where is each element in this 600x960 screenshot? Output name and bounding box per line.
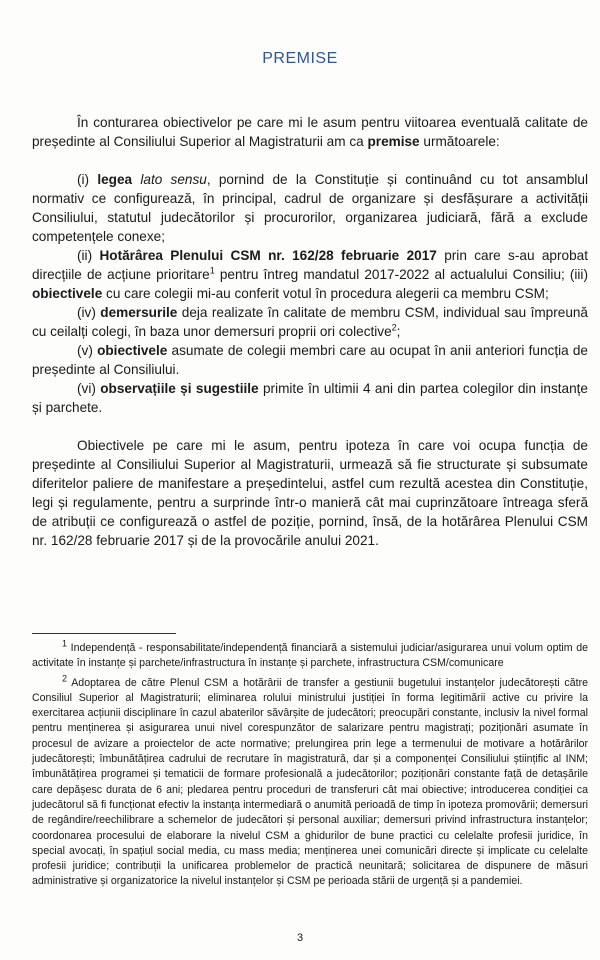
premise-item-2-3 xyxy=(32,246,588,303)
intro-text-2: următoarele: xyxy=(419,134,500,149)
page-number: 3 xyxy=(296,932,304,944)
footnote-ref-1: 1 xyxy=(209,265,215,276)
page-title: PREMISE xyxy=(262,50,338,67)
item-text: prin care s-au aprobat direcțiile de acțiune prioritare xyxy=(32,248,588,282)
intro-bold: premise xyxy=(367,134,420,149)
item-text: cu care colegii mi-au conferit votul în procedura alegerii ca membru CSM; xyxy=(102,286,549,301)
item-text: , pornind de la Constituție și continuând cu tot ansamblul normativ ce configurează, în principal, cadrul de organizare și desfășurare a activității Consiliului, statutul judecătorilor și procurorilor, organizarea judiciară, fără a exclude competențele conexe; xyxy=(32,172,588,244)
item-bold: obiectivele xyxy=(97,343,168,358)
footnote-text: Adoptarea de către Plenul CSM a hotărârii de transfer a gestiunii bugetului instanțelor judecătorești către Consiliul Superior al Magistraturii; eliminarea rolului ministrului justiției în forma legitimării active cu privire la exercitarea acțiunii disciplinare în cazul abaterilor săvârșite de judecători; preocupări constante, inclusiv la nivel formal pentru menținerea și asigurarea unui nivel corespunzător de salarizare pentru magistrați; poziționări asumate în procesul de avizare a proiectelor de acte normative; prelungirea prin lege a termenului de motivare a hotărârilor judecătorești; îmbunătățirea cadrului de recrutare în magistratură, dar și a componenței Consiliului științific al INM; îmbunătățirea programei și tematicii de formare profesională a judecătorilor; poziționări constante față de detașările care depășesc durata de 6 ani; pledarea pentru proceduri de transferuri cât mai obiective; introducerea condiției ca judecătorul să fi funcționat efectiv la instanța intermediară o anumită perioadă de timp în ipoteza promovării; demersuri de regândire/reechilibrare a schemelor de judecători și personal auxiliar; demersuri privind infrastructura instanțelor; coordonarea procesului de elaborare la nivelul CSM a ghidurilor de bune practici cu celelalte profesii juridice, în special avocați, în spațiul social media, cu mass media; menținerea unei comunicări directe și implicate cu celelalte profesii juridice; contribuții la unificarea problemelor de practică neunitară; solicitarea de dispunere de măsuri administrative și organizatorice la nivelul instanțelor și CSM pe perioada stării de urgență și a pandemiei. xyxy=(32,676,588,888)
footnote-divider xyxy=(32,633,176,634)
item-text: pentru întreg mandatul 2017-2022 al actualului Consiliu; (iii) xyxy=(214,267,588,282)
item-bold: obiectivele xyxy=(32,286,103,301)
premise-item-6 xyxy=(32,379,588,417)
intro-text-1: În conturarea obiectivelor pe care mi le asum pentru viitoarea eventuală calitate de președinte al Consiliului Superior al Magistraturii am ca xyxy=(32,115,588,149)
item-number: (i) xyxy=(77,172,98,187)
item-bold: Hotărârea Plenului CSM nr. 162/28 februarie 2017 xyxy=(99,248,437,263)
item-text: asumate de colegii membri care au ocupat în anii anteriori funcția de președinte al Consiliului. xyxy=(32,343,588,377)
footnote-1 xyxy=(32,638,588,672)
item-italic: lato sensu xyxy=(140,172,207,187)
premise-item-5 xyxy=(32,341,588,379)
premise-item-1 xyxy=(32,170,588,246)
item-text: ; xyxy=(396,324,401,339)
premise-item-4 xyxy=(32,303,588,341)
item-text: primite în ultimii 4 ani din partea colegilor din instanțe și parchete. xyxy=(32,381,588,415)
item-number: (iv) xyxy=(77,305,101,320)
footnotes xyxy=(32,638,588,894)
item-number: (vi) xyxy=(77,381,101,396)
footnote-ref-2: 2 xyxy=(391,322,397,333)
item-number: (v) xyxy=(77,343,98,358)
footnote-number: 2 xyxy=(62,673,68,684)
footnote-number: 1 xyxy=(62,638,68,649)
item-bold: demersurile xyxy=(100,305,178,320)
item-bold: legea xyxy=(97,172,133,187)
closing-paragraph xyxy=(32,436,588,550)
premise-list xyxy=(32,170,588,417)
intro-paragraph xyxy=(32,113,588,151)
item-bold: observațiile și sugestiile xyxy=(100,381,259,396)
footnote-text: Independență - responsabilitate/independență financiară a sistemului judiciar/asigurarea unui volum optim de activitate în instanțe și parchete/infrastructura în instanțe și parchete, infrastructura CSM/comunicare xyxy=(32,642,588,670)
item-number: (ii) xyxy=(77,248,100,263)
item-text: deja realizate în calitate de membru CSM, individual sau împreună cu ceilalți colegi, în baza unor demersuri proprii ori colective xyxy=(32,305,588,339)
footnote-2 xyxy=(32,673,588,890)
closing-text: Obiectivele pe care mi le asum, pentru ipoteza în care voi ocupa funcția de președinte al Consiliului Superior al Magistraturii, urmează să fie structurate și subsumate diferitelor paliere de manifestare a președintelui, astfel cum rezultă acestea din Constituție, legi și regulamente, pentru a surprinde într-o manieră cât mai cuprinzătoare întreaga sferă de atribuții ce configurează o astfel de poziție, pornind, însă, de la hotărârea Plenului CSM nr. 162/28 februarie 2017 și de la provocările anului 2021. xyxy=(32,438,588,548)
